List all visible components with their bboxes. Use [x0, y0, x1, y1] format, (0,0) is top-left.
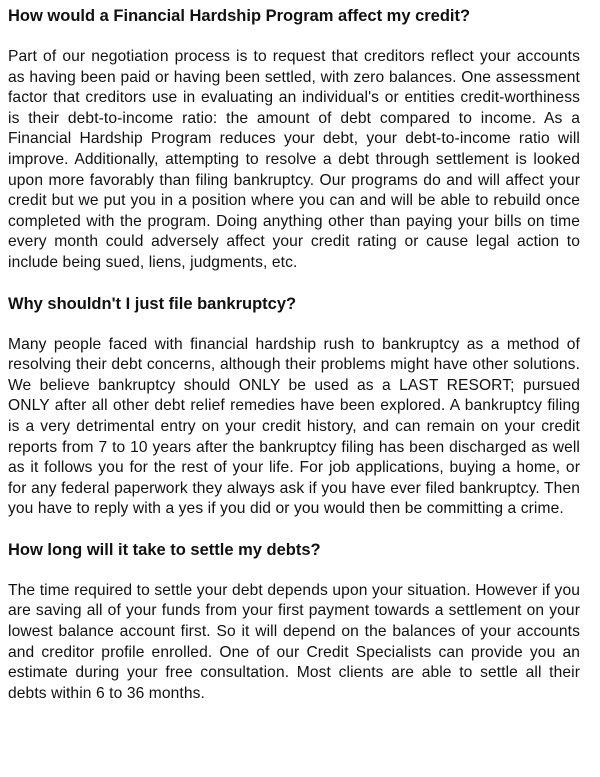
- faq-answer-settlement-time: The time required to settle your debt depends upon your situation. However if you are saving all of your funds from your first payment towards a settlement on your lowest balance account first. So it will depend on the balances of your accounts and creditor profile enrolled. One of our Credit Specialists can provide you an estimate during your free consultation. Most clients are able to settle all their debts within 6 to 36 months.: [8, 581, 580, 702]
- faq-section-bankruptcy: [8, 294, 580, 520]
- faq-question-credit-impact: How would a Financial Hardship Program affect my credit?: [8, 7, 471, 25]
- faq-question-settlement-time: How long will it take to settle my debts?: [8, 540, 321, 559]
- faq-answer-credit-impact: Part of our negotiation process is to request that creditors reflect your accounts as having been paid or having been settled, with zero balances. One assessment factor that creditors use in evaluating an individual's or entities credit-worthiness is their debt-to-income ratio: the amount of debt compared to income. As a Financial Hardship Program reduces your debt, your debt-to-income ratio will improve. Additionally, attempting to resolve a debt through settlement is looked upon more favorably than filing bankruptcy. Our programs do and will affect your credit but we put you in a position where you can and will be able to rebuild once completed with the program. Doing anything other than paying your bills on time every month could adversely affect your credit rating or cause legal action to include being sued, liens, judgments, etc.: [8, 48, 580, 271]
- faq-section-settlement-time: [8, 540, 580, 705]
- faq-section-credit-impact: [8, 6, 580, 274]
- faq-document: [8, 6, 580, 704]
- faq-answer-bankruptcy: Many people faced with financial hardship rush to bankruptcy as a method of resolving their debt concerns, although their problems might have other solutions. We believe bankruptcy should ONLY be used as a LAST RESORT; pursued ONLY after all other debt relief remedies have been explored. A bankruptcy filing is a very detrimental entry on your credit history, and can remain on your credit reports from 7 to 10 years after the bankruptcy filing has been discharged as well as it follows you for the rest of your life. For job applications, buying a home, or for any federal paperwork they always ask if you have ever filed bankruptcy. Then you have to reply with a yes if you did or you would then be committing a crime.: [8, 335, 580, 518]
- faq-question-bankruptcy: Why shouldn't I just file bankruptcy?: [8, 294, 297, 313]
